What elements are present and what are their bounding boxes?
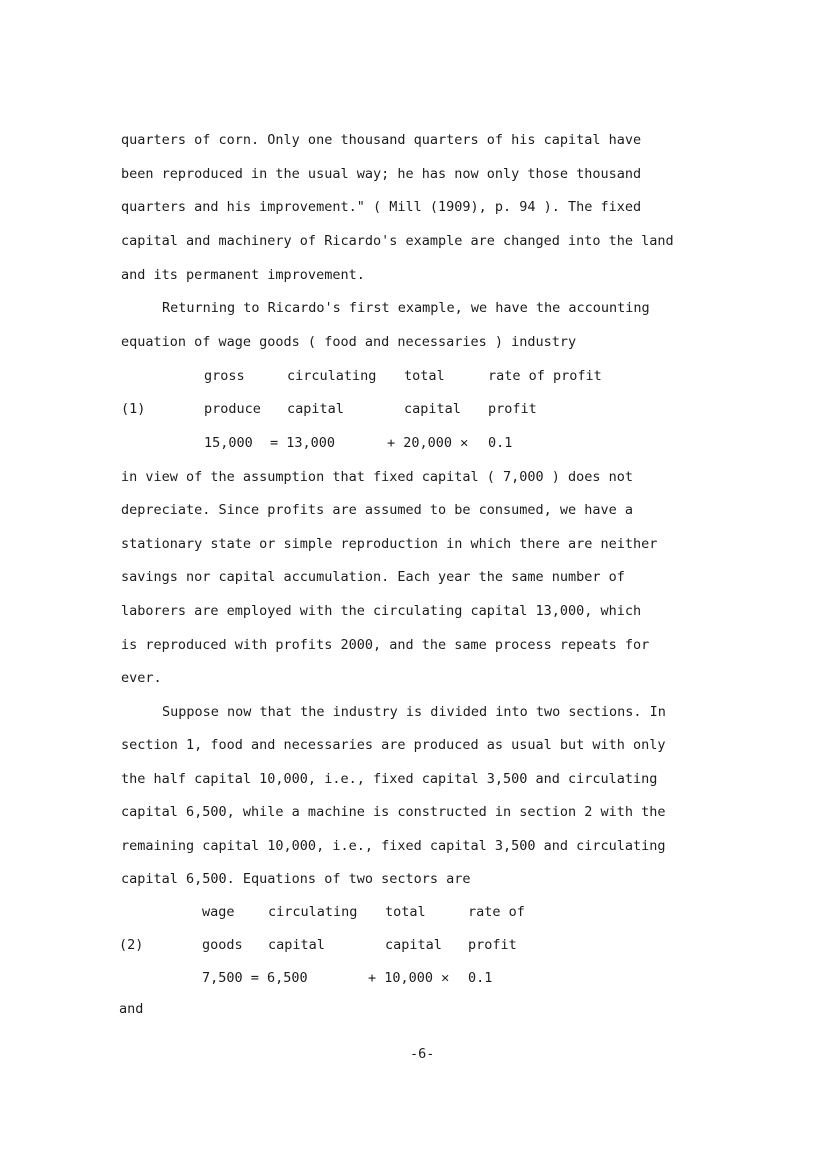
eq1-header-total: total [404, 368, 445, 384]
text-line: quarters of corn. Only one thousand quarters of his capital have [121, 132, 642, 148]
eq2-rate-of-profit: 0.1 [468, 970, 493, 986]
eq2-header-total: total [385, 904, 426, 920]
eq2-header-wage: wage [202, 904, 235, 920]
eq2-header-goods: goods [202, 937, 243, 953]
text-line: savings nor capital accumulation. Each year the same number of [121, 569, 625, 585]
eq1-rate-of-profit: 0.1 [488, 435, 513, 451]
eq1-gross-produce: 15,000 [204, 435, 253, 451]
eq1-number: (1) [121, 401, 146, 417]
eq2-header-circulating: circulating [268, 904, 358, 920]
text-line: equation of wage goods ( food and necessaries ) industry [121, 334, 577, 350]
text-line: ever. [121, 670, 162, 686]
text-line: is reproduced with profits 2000, and the same process repeats for [121, 637, 650, 653]
text-line: stationary state or simple reproduction in which there are neither [121, 536, 658, 552]
eq2-header-capital-2: capital [385, 937, 442, 953]
text-line: capital and machinery of Ricardo's example are changed into the land [121, 233, 674, 249]
text-line: the half capital 10,000, i.e., fixed capital 3,500 and circulating [121, 771, 658, 787]
eq1-header-rate: rate of profit [488, 368, 602, 384]
eq2-wage-goods: 7,500 = 6,500 [202, 970, 308, 986]
text-line: laborers are employed with the circulating capital 13,000, which [121, 603, 642, 619]
eq2-header-rate: rate of [468, 904, 525, 920]
text-line: capital 6,500. Equations of two sectors are [121, 871, 471, 887]
eq2-header-profit: profit [468, 937, 517, 953]
eq1-header-circulating: circulating [287, 368, 377, 384]
eq1-header-profit: profit [488, 401, 537, 417]
text-line: depreciate. Since profits are assumed to be consumed, we have a [121, 502, 634, 518]
page-number: -6- [410, 1046, 435, 1062]
eq2-header-capital: capital [268, 937, 325, 953]
eq1-header-capital-2: capital [404, 401, 461, 417]
text-line: quarters and his improvement." ( Mill (1909), p. 94 ). The fixed [121, 199, 642, 215]
eq1-circulating-capital: = 13,000 [270, 435, 336, 451]
eq1-header-capital: capital [287, 401, 344, 417]
and-text: and [119, 1001, 144, 1017]
text-line: in view of the assumption that fixed capital ( 7,000 ) does not [121, 469, 634, 485]
text-line: section 1, food and necessaries are produced as usual but with only [121, 737, 666, 753]
eq1-total-capital: + 20,000 ✕ [387, 435, 469, 451]
text-line: and its permanent improvement. [121, 267, 365, 283]
text-line: remaining capital 10,000, i.e., fixed capital 3,500 and circulating [121, 838, 666, 854]
text-line: been reproduced in the usual way; he has now only those thousand [121, 166, 642, 182]
eq1-header-gross: gross [204, 368, 245, 384]
text-line: capital 6,500, while a machine is constructed in section 2 with the [121, 804, 666, 820]
text-line: Suppose now that the industry is divided into two sections. In [162, 704, 666, 720]
eq2-number: (2) [119, 937, 144, 953]
eq1-header-produce: produce [204, 401, 261, 417]
text-line: Returning to Ricardo's first example, we have the accounting [162, 300, 650, 316]
eq2-total-capital: + 10,000 ✕ [368, 970, 450, 986]
